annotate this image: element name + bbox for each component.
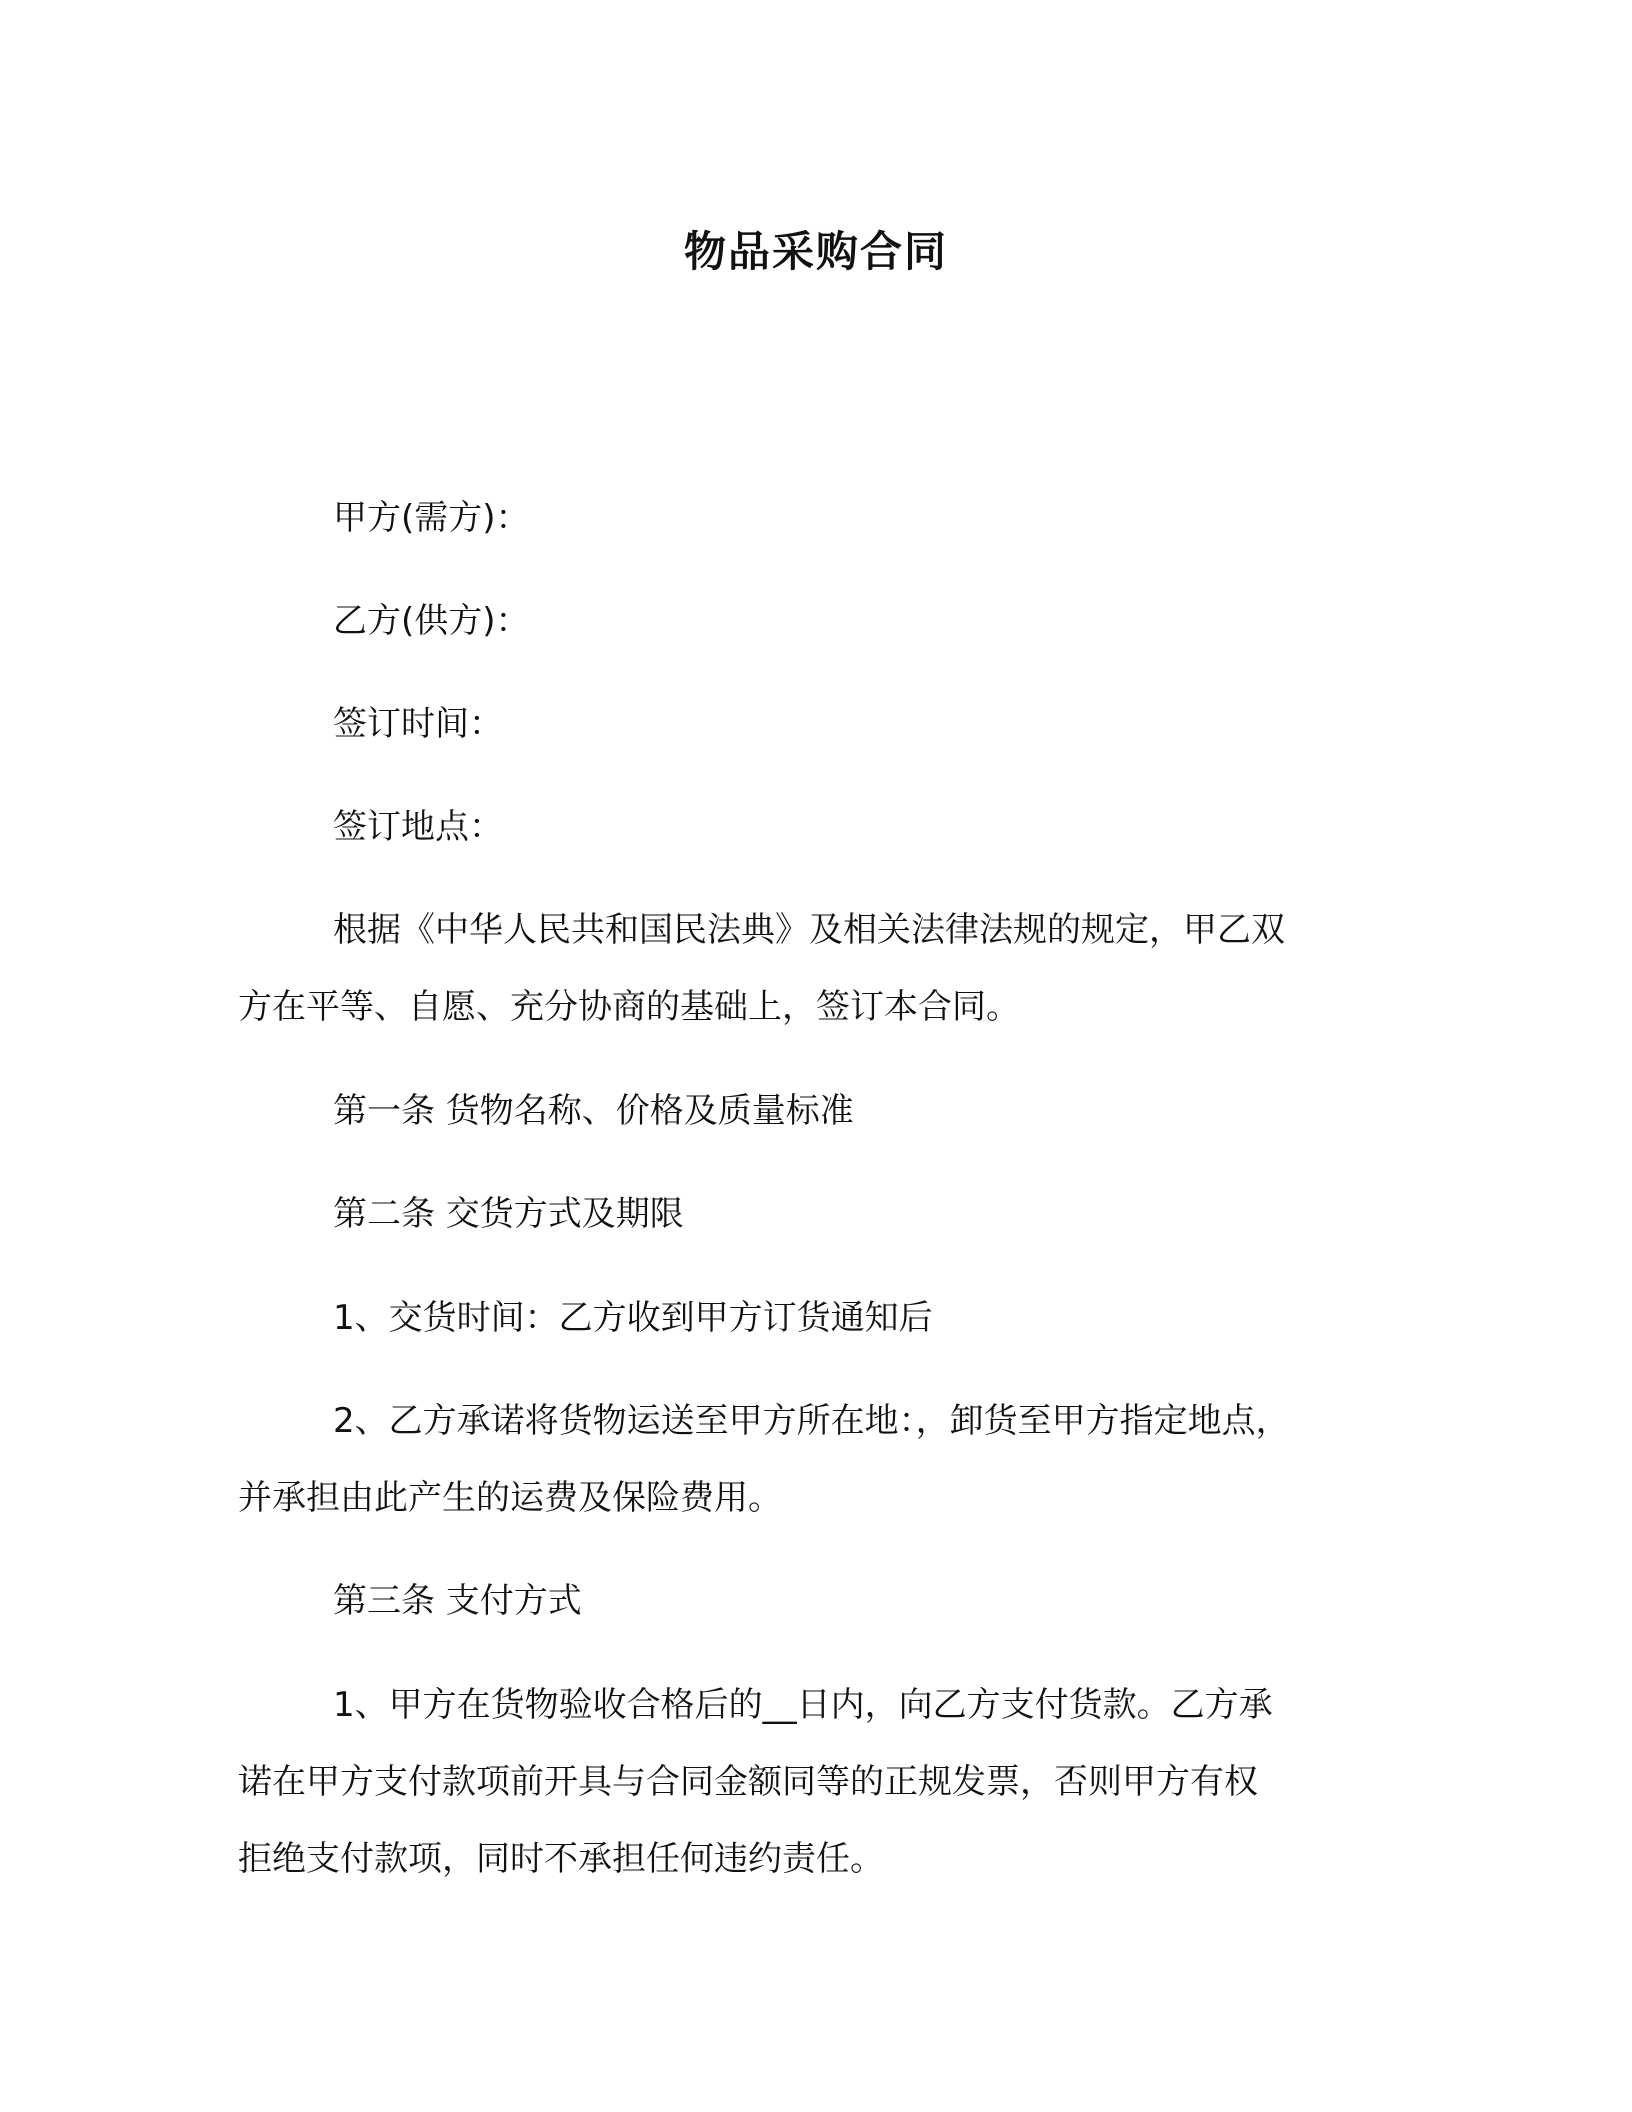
article-2-clause-2-line-1: 2、乙方承诺将货物运送至甲方所在地：，卸货至甲方指定地点， (333, 1401, 1290, 1441)
document-title: 物品采购合同 (683, 227, 948, 276)
party-b-label: 乙方(供方)： (333, 601, 530, 641)
article-2-clause-2-line-2: 并承担由此产生的运费及保险费用。 (238, 1478, 782, 1518)
article-1-heading: 第一条 货物名称、价格及质量标准 (333, 1091, 854, 1131)
article-3-clause-1-line-2: 诺在甲方支付款项前开具与合同金额同等的正规发票，否则甲方有权 (238, 1762, 1258, 1802)
article-3-heading: 第三条 支付方式 (333, 1581, 582, 1621)
article-3-clause-1-line-3: 拒绝支付款项，同时不承担任何违约责任。 (238, 1839, 884, 1879)
preamble-line-2: 方在平等、自愿、充分协商的基础上，签订本合同。 (238, 987, 1020, 1027)
preamble-line-1: 根据《中华人民共和国民法典》及相关法律法规的规定，甲乙双 (333, 910, 1285, 950)
article-3-clause-1-line-1: 1、甲方在货物验收合格后的__日内，向乙方支付货款。乙方承 (333, 1685, 1273, 1725)
party-a-label: 甲方(需方)： (333, 498, 530, 538)
article-2-clause-1: 1、交货时间：乙方收到甲方订货通知后 (333, 1298, 933, 1338)
signing-place-label: 签订地点： (333, 807, 503, 847)
article-2-heading: 第二条 交货方式及期限 (333, 1194, 684, 1234)
signing-date-label: 签订时间： (333, 704, 503, 744)
